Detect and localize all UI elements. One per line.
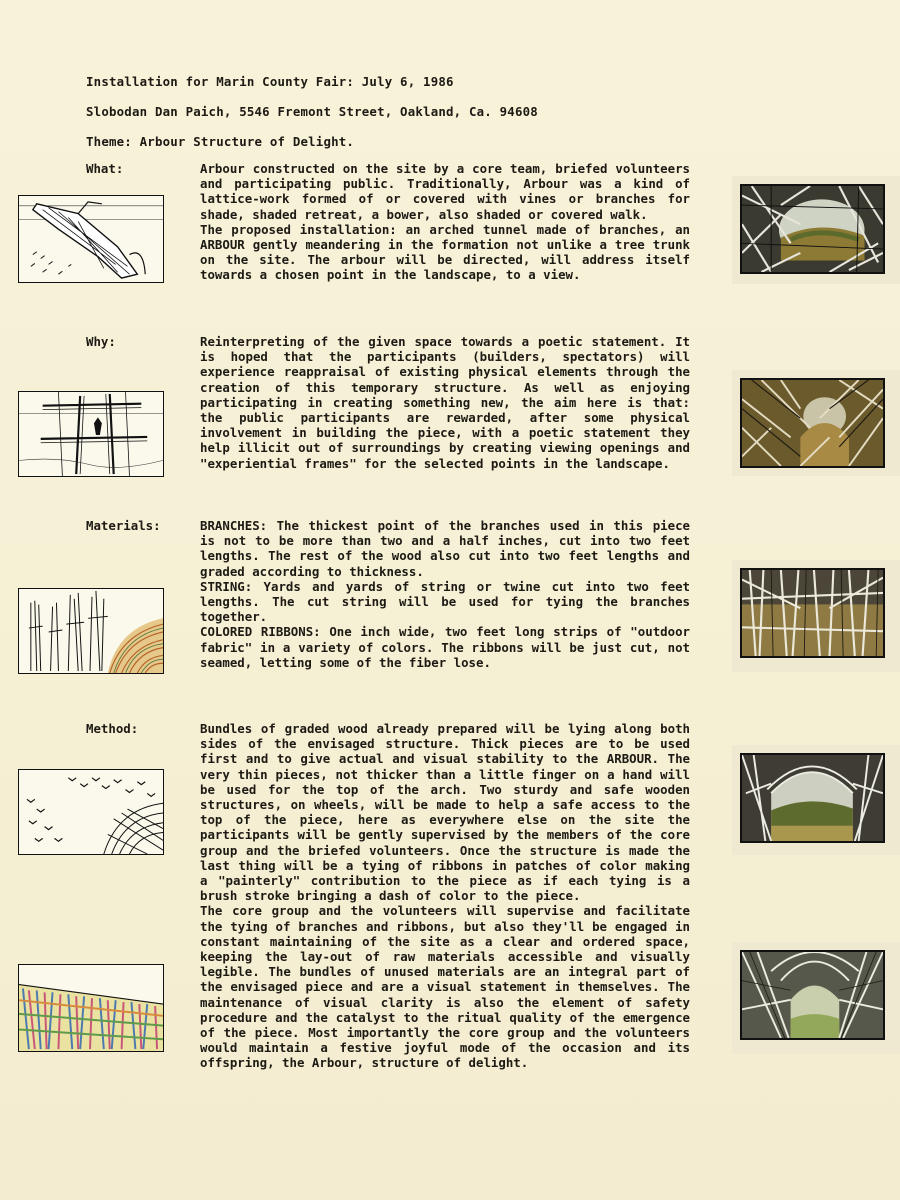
materials-branches-paragraph: BRANCHES: The thickest point of the branches used in this piece is not to be more than two and a half inches, cut into two feet lengths. The rest of the wood also cut into two feet lengths and graded according to thickness. [200, 518, 690, 579]
photo-branch-wall [740, 568, 885, 658]
header-title: Installation for Marin County Fair: July 6, 1986 [86, 74, 454, 89]
materials-ribbons-paragraph: COLORED RIBBONS: One inch wide, two feet long strips of "outdoor fabric" in a variety of colors. The ribbons will be just cut, not seamed, letting some of the fiber lose. [200, 624, 690, 670]
section-text-method [200, 721, 690, 1071]
sketch-branch-bundles [18, 588, 164, 674]
method-paragraph-1: Bundles of graded wood already prepared will be lying along both sides of the envisaged structure. Thick pieces are to be used first and to give actual and visual stability to the ARBOUR. The very thin pieces, not thicker than a little finger on a hand will be used for the top of the arch. Two sturdy and safe wooden structures, on wheels, will be made to help a safe access to the top of the piece, here as everywhere else on the site the participants will be gently supervised by the members of the core group and the briefed volunteers. Once the structure is made the last thing will be a tying of ribbons in patches of color making a "painterly" contribution to the piece as if each tying is a brush stroke bringing a dash of color to the piece. [200, 721, 690, 904]
sketch-lattice-frame [18, 391, 164, 477]
photo-arch-view [740, 753, 885, 843]
photo-frame-2 [732, 370, 900, 476]
method-paragraph-2: The core group and the volunteers will supervise and facilitate the tying of branches and ribbons, but also they'll be engaged in constant maintaining of the site as a clear and ordered space, keeping the lay-out of raw materials accessible and visually legible. The bundles of unused materials are an integral part of the envisaged piece and are a visual statement in themselves. The maintenance of visual clarity is also the element of safety procedure and the catalyst to the ritual quality of the emergence of the piece. Most importantly the core group and the volunteers would maintain a festive joyful mode of the occasion and its offspring, the Arbour, structure of delight. [200, 903, 690, 1071]
sketch-colored-ribbons [18, 964, 164, 1052]
header-author-address: Slobodan Dan Paich, 5546 Fremont Street, Oakland, Ca. 94608 [86, 104, 538, 119]
sketch-arbour-trunk [18, 195, 164, 283]
section-text-what [200, 161, 690, 283]
photo-frame-3 [732, 560, 900, 672]
photo-lattice-tunnel [740, 378, 885, 468]
section-label-materials: Materials: [86, 518, 161, 533]
photo-tunnel-interior [740, 950, 885, 1040]
photo-arbour-opening-view [740, 184, 885, 274]
why-paragraph-1: Reinterpreting of the given space towards a poetic statement. It is hoped that the participants (builders, spectators) will experience reappraisal of existing physical elements through the creation of this temporary structure. As well as enjoying participating in creating something new, the aim here is that: the public participants are rewarded, after some physical involvement in building the piece, with a poetic statement they help illicit out of surroundings by creating viewing openings and "experiential frames" for the selected points in the landscape. [200, 334, 690, 471]
photo-frame-4 [732, 745, 900, 855]
sketch-birds-structure [18, 769, 164, 855]
what-paragraph-1: Arbour constructed on the site by a core team, briefed volunteers and participating public. Traditionally, Arbour was a kind of lattice-work formed of or covered with vines or branches for shade, shaded retreat, a bower, also shaded or covered walk. [200, 161, 690, 222]
section-label-what: What: [86, 161, 124, 176]
photo-frame-5 [732, 942, 900, 1054]
header-theme: Theme: Arbour Structure of Delight. [86, 134, 355, 149]
section-text-materials [200, 518, 690, 670]
photo-frame-1 [732, 176, 900, 284]
section-label-method: Method: [86, 721, 139, 736]
what-paragraph-2: The proposed installation: an arched tunnel made of branches, an ARBOUR gently meandering in the formation not unlike a tree trunk on the site. The arbour will be directed, will address itself towards a chosen point in the landscape, to a view. [200, 221, 690, 283]
section-label-why: Why: [86, 334, 116, 349]
section-text-why [200, 334, 690, 471]
materials-string-paragraph: STRING: Yards and yards of string or twine cut into two feet lengths. The cut string will be used for tying the branches together. [200, 578, 690, 625]
